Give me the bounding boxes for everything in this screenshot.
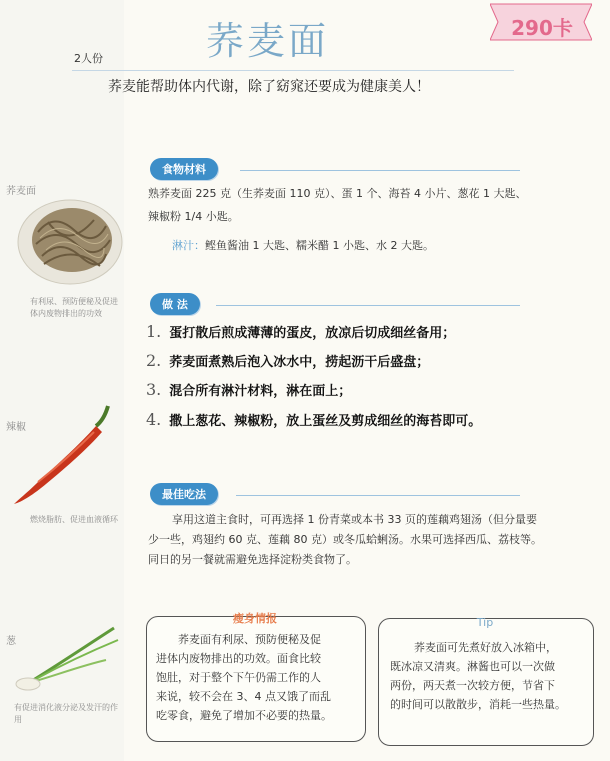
step-text: 混合所有淋汁材料，淋在面上； xyxy=(169,384,352,399)
slim-info-line-1: 荞麦面有利尿、预防便秘及促 xyxy=(178,633,321,646)
step-number: 3. xyxy=(146,380,162,399)
best-heading: 最佳吃法 xyxy=(150,483,218,505)
sidebar-item-buckwheat-label: 荞麦面 xyxy=(6,186,36,197)
step-text: 蛋打散后煎成薄薄的蛋皮，放凉后切成细丝备用； xyxy=(169,326,456,341)
section-divider xyxy=(216,305,520,306)
sauce-label: 淋汁： xyxy=(172,239,205,252)
servings: 2人份 xyxy=(74,52,103,65)
calorie-badge: 290卡 xyxy=(511,16,573,40)
slim-info-title: 瘦身情报 xyxy=(233,612,277,625)
slim-info-line-5: 吃零食，避免了增加不必要的热量。 xyxy=(156,709,332,722)
step-text: 荞麦面煮熟后泡入冰水中，捞起沥干后盛盘； xyxy=(169,355,430,370)
step-text: 撒上葱花、辣椒粉，放上蛋丝及剪成细丝的海苔即可。 xyxy=(169,414,482,429)
best-line-1: 享用这道主食时，可再选择 1 份青菜或本书 33 页的莲藕鸡翅汤（但分量要 xyxy=(172,513,537,526)
sauce-text: 鲣鱼酱油 1 大匙、糯米醋 1 小匙、水 2 大匙。 xyxy=(205,239,434,252)
best-line-3: 同日的另一餐就需避免选择淀粉类食物了。 xyxy=(148,553,357,566)
section-divider xyxy=(236,495,520,496)
method-step-3 xyxy=(146,380,351,399)
method-heading: 做 法 xyxy=(150,293,200,315)
tip-line-1: 荞麦面可先煮好放入冰箱中， xyxy=(414,641,557,654)
tip-line-3: 两份，两天煮一次较方便，节省下 xyxy=(390,679,555,692)
tip-title: Tip xyxy=(476,616,494,629)
method-step-4 xyxy=(146,410,481,429)
title-rule xyxy=(72,70,514,71)
sidebar-item-buckwheat-note: 有利尿、预防便秘及促进体内废物排出的功效 xyxy=(30,297,118,318)
ingredients-line-1: 熟荞麦面 225 克（生荞麦面 110 克）、蛋 1 个、海苔 4 小片、葱花 1 大匙、 xyxy=(148,187,527,200)
slim-info-line-4: 来说，较不会在 3、4 点又饿了而乱 xyxy=(156,690,331,703)
slim-info-line-3: 饱肚，对于整个下午仍需工作的人 xyxy=(156,671,321,684)
buckwheat-noodle-image xyxy=(14,192,126,288)
intro-text: 荞麦能帮助体内代谢，除了窈窕还要成为健康美人！ xyxy=(108,79,430,95)
sidebar-item-scallion-label: 葱 xyxy=(6,636,16,647)
ingredients-heading: 食物材料 xyxy=(150,158,218,180)
tip-line-2: 既冰凉又清爽。淋酱也可以一次做 xyxy=(390,660,555,673)
sidebar-item-chili-label: 辣椒 xyxy=(6,422,26,433)
tip-line-4: 的时间可以散散步，消耗一些热量。 xyxy=(390,698,566,711)
best-line-2: 少一些，鸡翅约 60 克、莲藕 80 克）或冬瓜蛤蜊汤。水果可选择西瓜、荔枝等。 xyxy=(148,533,542,546)
page-title: 荞麦面 xyxy=(206,19,330,63)
step-number: 2. xyxy=(146,351,162,370)
scallion-image xyxy=(10,620,122,692)
step-number: 4. xyxy=(146,410,162,429)
method-step-2 xyxy=(146,351,429,370)
sidebar-item-chili-note: 燃烧脂肪、促进血液循环 xyxy=(30,515,118,524)
method-step-1 xyxy=(146,322,455,341)
ingredients-line-2: 辣椒粉 1/4 小匙。 xyxy=(148,210,239,223)
step-number: 1. xyxy=(146,322,162,341)
chili-pepper-image xyxy=(8,396,120,512)
slim-info-line-2: 进体内废物排出的功效。面食比较 xyxy=(156,652,321,665)
sidebar-item-scallion-note: 有促进消化液分泌及发汗的作用 xyxy=(14,703,118,724)
section-divider xyxy=(240,170,520,171)
sauce-line xyxy=(172,236,434,256)
